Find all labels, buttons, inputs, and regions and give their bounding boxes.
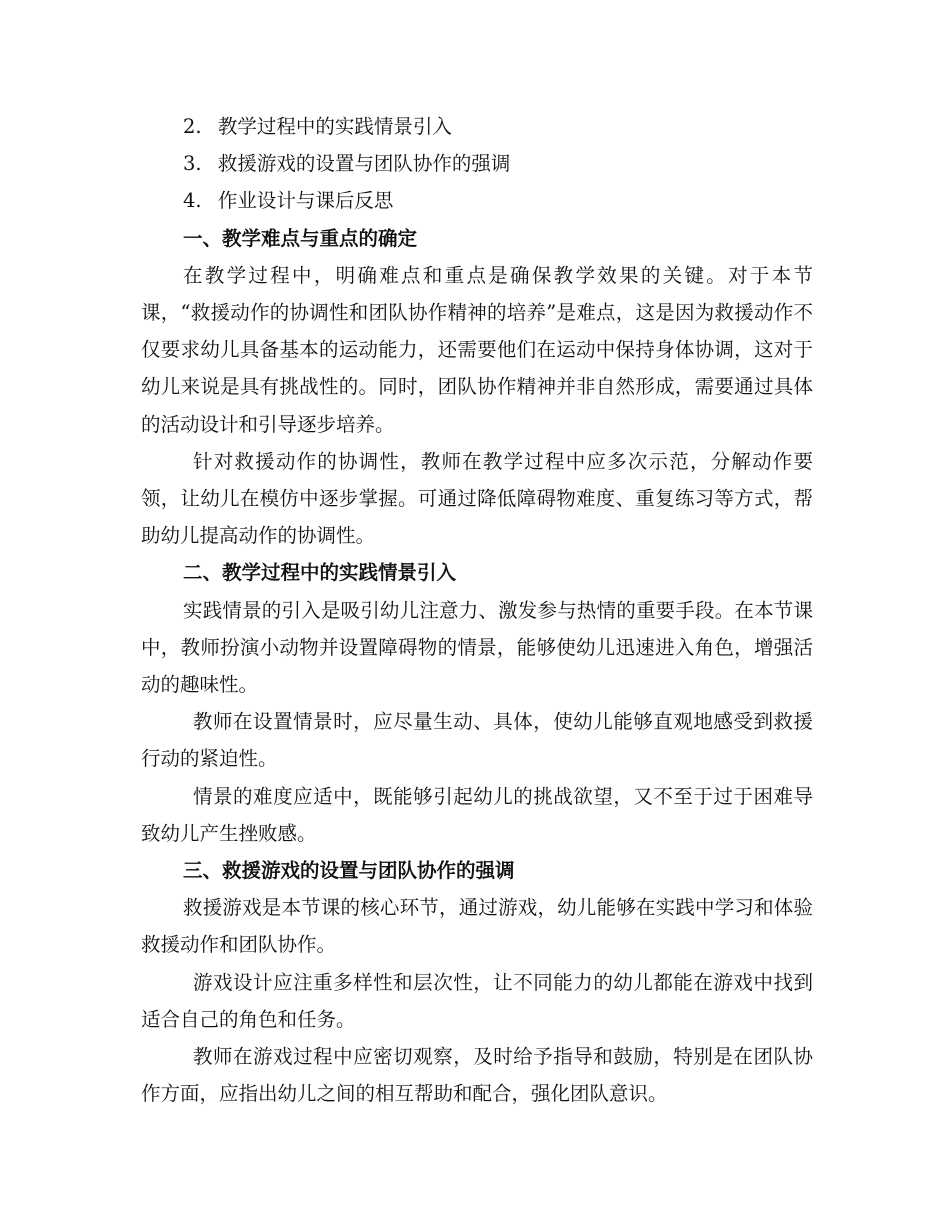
paragraph: 在教学过程中，明确难点和重点是确保教学效果的关键。对于本节课，“救援动作的协调性和团队协作精神的培养”是难点，这是因为救援动作不仅要求幼儿具备基本的运动能力，还需要他们在运动中保持身体协调，这对于幼儿来说是具有挑战性的。同时，团队协作精神并非自然形成，需要通过具体的活动设计和引导逐步培养。 [141, 263, 813, 436]
list-item [141, 182, 813, 219]
paragraph: 教师在游戏过程中应密切观察，及时给予指导和鼓励，特别是在团队协作方面，应指出幼儿之间的相互帮助和配合，强化团队意识。 [141, 1044, 813, 1106]
list-item-text: 救援游戏的设置与团队协作的强调 [217, 152, 511, 176]
paragraph: 实践情景的引入是吸引幼儿注意力、激发参与热情的重要手段。在本节课中，教师扮演小动物并设置障碍物的情景，能够使幼儿迅速进入角色，增强活动的趣味性。 [141, 598, 813, 696]
list-item-text: 作业设计与课后反思 [217, 189, 394, 213]
section-heading: 一、教学难点与重点的确定 [183, 226, 418, 250]
paragraph: 救援游戏是本节课的核心环节，通过游戏，幼儿能够在实践中学习和体验救援动作和团队协作。 [141, 896, 813, 957]
list-item [141, 108, 813, 145]
paragraph: 针对救援动作的协调性，教师在教学过程中应多次示范，分解动作要领，让幼儿在模仿中逐步掌握。可通过降低障碍物难度、重复练习等方式，帮助幼儿提高动作的协调性。 [141, 449, 813, 548]
section-heading: 三、救援游戏的设置与团队协作的强调 [183, 858, 515, 882]
paragraph: 教师在设置情景时，应尽量生动、具体，使幼儿能够直观地感受到救援行动的紧迫性。 [141, 710, 813, 771]
list-item-text: 教学过程中的实践情景引入 [217, 115, 452, 138]
paragraph: 情景的难度应适中，既能够引起幼儿的挑战欲望，又不至于过于困难导致幼儿产生挫败感。 [141, 784, 813, 845]
list-item-number: 2. [183, 115, 202, 138]
section-heading: 二、教学过程中的实践情景引入 [183, 561, 457, 585]
list-item-number: 4. [183, 189, 202, 213]
paragraph: 游戏设计应注重多样性和层次性，让不同能力的幼儿都能在游戏中找到适合自己的角色和任务。 [141, 970, 813, 1031]
list-item [141, 145, 813, 182]
list-item-number: 3. [183, 152, 202, 176]
document-body [141, 108, 813, 1112]
